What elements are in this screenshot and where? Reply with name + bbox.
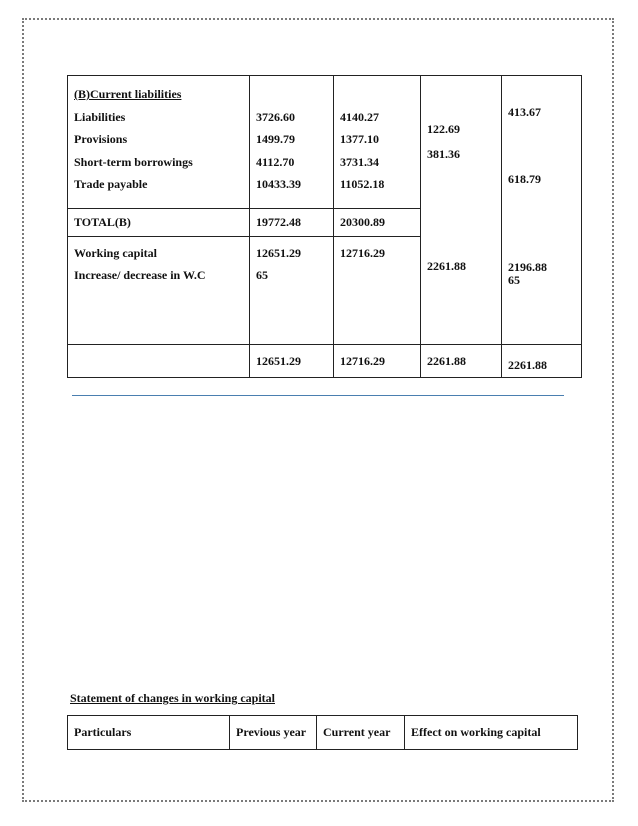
value: 12651.29 <box>256 245 301 260</box>
total-curr: 20300.89 <box>334 209 421 236</box>
working-capital-curr <box>334 236 421 344</box>
value: 4112.70 <box>256 154 295 169</box>
row-label: Working capital <box>74 245 158 260</box>
column-header: Previous year <box>230 716 317 750</box>
column-header: Particulars <box>68 716 230 750</box>
value: 618.79 <box>508 172 541 186</box>
value: 65 <box>508 273 520 287</box>
increase-column-cell <box>421 76 502 345</box>
final-col5: 2261.88 <box>502 345 582 378</box>
row-label: Provisions <box>74 132 128 146</box>
row-label: Short-term borrowings <box>74 154 193 169</box>
final-prev: 12651.29 <box>250 345 334 378</box>
value: 2196.88 <box>508 260 547 274</box>
value: 11052.18 <box>340 177 385 191</box>
current-liabilities-table <box>67 75 582 378</box>
working-capital-prev <box>250 236 334 344</box>
value: 3731.34 <box>340 154 379 169</box>
working-capital-labels <box>68 236 250 344</box>
previous-values-cell <box>250 76 334 209</box>
value: 122.69 <box>427 122 460 136</box>
table-header-row <box>68 716 578 750</box>
row-label: Trade payable <box>74 177 148 191</box>
table-row <box>68 345 582 378</box>
value: 1377.10 <box>340 132 379 146</box>
final-curr: 12716.29 <box>334 345 421 378</box>
current-values-cell <box>334 76 421 209</box>
total-label: TOTAL(B) <box>68 209 250 236</box>
column-header: Effect on working capital <box>405 716 578 750</box>
total-prev: 19772.48 <box>250 209 334 236</box>
value: 2261.88 <box>427 259 466 273</box>
value: 3726.60 <box>256 109 295 124</box>
value: 12716.29 <box>340 245 385 260</box>
statement-table <box>67 715 578 750</box>
value: 10433.39 <box>256 177 301 191</box>
value: 413.67 <box>508 105 541 119</box>
final-col4: 2261.88 <box>421 345 502 378</box>
statement-title: Statement of changes in working capital <box>70 691 275 705</box>
value: 65 <box>256 268 268 283</box>
row-label: Liabilities <box>74 109 126 124</box>
value: 4140.27 <box>340 109 379 124</box>
row-label: Increase/ decrease in W.C <box>74 268 206 283</box>
table-row <box>68 76 582 209</box>
decrease-column-cell <box>502 76 582 345</box>
value: 381.36 <box>427 147 460 161</box>
divider-line <box>72 395 564 396</box>
column-header: Current year <box>317 716 405 750</box>
labels-cell <box>68 76 250 209</box>
value: 1499.79 <box>256 132 295 146</box>
final-empty-cell <box>68 345 250 378</box>
section-header: (B)Current liabilities <box>74 87 182 101</box>
